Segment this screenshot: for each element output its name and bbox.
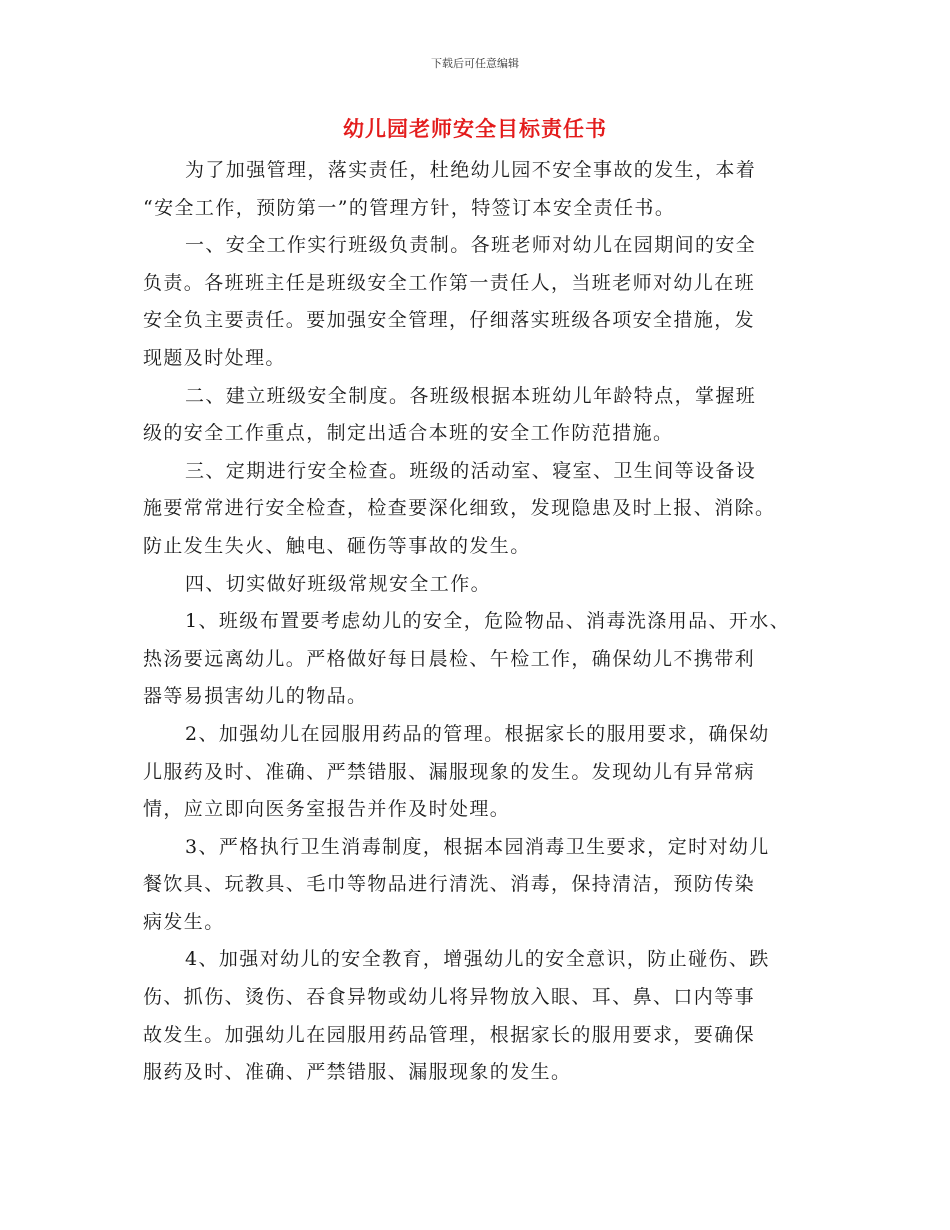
body-text-line: 1、班级布置要考虑幼儿的安全，危险物品、消毒洗涤用品、开水、 xyxy=(185,610,791,633)
body-text-line: 病发生。 xyxy=(143,910,225,933)
body-text-line: 施要常常进行安全检查，检查要深化细致，发现隐患及时上报、消除。 xyxy=(143,497,776,520)
body-text-line: “安全工作，预防第一”的管理方针，特签订本安全责任书。 xyxy=(143,196,676,219)
body-text-line: 二、建立班级安全制度。各班级根据本班幼儿年龄特点，掌握班 xyxy=(185,384,757,407)
body-text-line: 故发生。加强幼儿在园服用药品管理，根据家长的服用要求，要确保 xyxy=(143,1023,756,1046)
body-text-line: 负责。各班班主任是班级安全工作第一责任人，当班老师对幼儿在班 xyxy=(143,271,756,294)
document-body xyxy=(143,152,813,1092)
body-text-line: 餐饮具、玩教具、毛巾等物品进行清洗、消毒，保持清洁，预防传染 xyxy=(143,873,756,896)
body-text-line: 四、切实做好班级常规安全工作。 xyxy=(185,572,492,595)
body-text-line: 伤、抓伤、烫伤、吞食异物或幼儿将异物放入眼、耳、鼻、口内等事 xyxy=(143,986,756,1009)
body-text-line: 一、安全工作实行班级负责制。各班老师对幼儿在园期间的安全 xyxy=(185,234,757,257)
body-text-line: 2、加强幼儿在园服用药品的管理。根据家长的服用要求，确保幼 xyxy=(185,722,770,745)
body-text-line: 三、定期进行安全检查。班级的活动室、寝室、卫生间等设备设 xyxy=(185,459,757,482)
body-text-line: 防止发生失火、触电、砸伤等事故的发生。 xyxy=(143,534,531,557)
page-header-note: 下载后可任意编辑 xyxy=(431,57,519,70)
body-text-line: 3、严格执行卫生消毒制度，根据本园消毒卫生要求，定时对幼儿 xyxy=(185,835,770,858)
body-text-line: 级的安全工作重点，制定出适合本班的安全工作防范措施。 xyxy=(143,422,674,445)
body-text-line: 4、加强对幼儿的安全教育，增强幼儿的安全意识，防止碰伤、跌 xyxy=(185,948,770,971)
body-text-line: 热汤要远离幼儿。严格做好每日晨检、午检工作，确保幼儿不携带利 xyxy=(143,647,756,670)
document-title: 幼儿园老师安全目标责任书 xyxy=(343,117,607,141)
body-text-line: 情，应立即向医务室报告并作及时处理。 xyxy=(143,798,511,821)
body-text-line: 为了加强管理，落实责任，杜绝幼儿园不安全事故的发生，本着 xyxy=(185,159,757,181)
body-text-line: 现题及时处理。 xyxy=(143,346,286,369)
body-text-line: 儿服药及时、准确、严禁错服、漏服现象的发生。发现幼儿有异常病 xyxy=(143,760,756,783)
body-text-line: 服药及时、准确、严禁错服、漏服现象的发生。 xyxy=(143,1061,572,1084)
body-text-line: 安全负主要责任。要加强安全管理，仔细落实班级各项安全措施，发 xyxy=(143,309,756,332)
body-text-line: 器等易损害幼儿的物品。 xyxy=(143,685,368,708)
